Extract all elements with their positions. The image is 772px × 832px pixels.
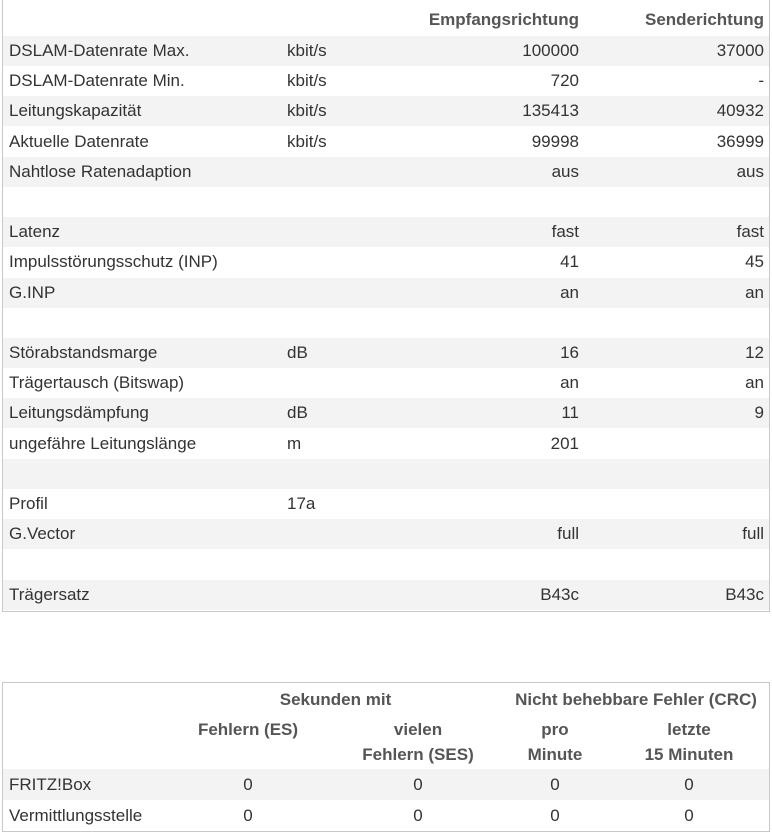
row-downstream-value: fast (551, 222, 579, 242)
dsl-info-table (2, 0, 770, 612)
error-value-es: 0 (243, 775, 253, 794)
row-unit: 17a (287, 494, 316, 513)
error-table (2, 682, 770, 832)
error-value-ses: 0 (413, 806, 423, 825)
error-row-label: FRITZ!Box (9, 775, 92, 794)
dsl-table-row (3, 217, 769, 247)
row-label: Leitungskapazität (9, 101, 142, 121)
row-downstream-value: 16 (560, 343, 579, 362)
error-value-last15: 0 (684, 806, 694, 825)
row-upstream-value: an (745, 373, 764, 393)
dsl-table-row (3, 368, 769, 398)
row-label: Impulsstörungsschutz (INP) (9, 252, 218, 272)
row-upstream-value: aus (736, 161, 764, 181)
header-downstream: Empfangsrichtung (428, 10, 579, 29)
row-downstream-value: 11 (561, 403, 579, 423)
row-label: Trägertausch (Bitswap) (9, 373, 185, 393)
row-upstream-value: fast (736, 222, 764, 242)
row-upstream-value: 45 (745, 252, 764, 272)
dsl-table-row (3, 580, 769, 610)
row-label: Nahtlose Ratenadaption (9, 161, 192, 181)
row-upstream-value: 9 (754, 403, 764, 423)
error-value-ses: 0 (413, 775, 423, 794)
row-downstream-value: 720 (550, 71, 579, 91)
col-ses-header-line1: vielen (393, 720, 443, 739)
error-table-row (3, 800, 769, 831)
row-downstream-value: B43c (540, 584, 579, 604)
header-upstream: Senderichtung (644, 10, 764, 29)
dsl-table-row (3, 157, 769, 187)
dsl-table-row (3, 549, 769, 579)
row-unit: kbit/s (287, 41, 327, 60)
group-crc-header: Nicht behebbare Fehler (CRC) (515, 690, 757, 709)
row-downstream-value: an (560, 282, 579, 302)
dsl-table-row (3, 489, 769, 519)
row-upstream-value: B43c (725, 584, 764, 604)
row-unit: kbit/s (287, 101, 327, 121)
dsl-table-row (3, 429, 769, 459)
row-upstream-value: 37000 (716, 41, 764, 60)
row-upstream-value: an (745, 282, 764, 302)
row-label: G.INP (9, 282, 56, 302)
col-ses-header-line2: Fehlern (SES) (362, 745, 474, 764)
row-label: DSLAM-Datenrate Min. (9, 71, 185, 91)
row-downstream-value: full (557, 524, 579, 544)
error-table-row (3, 769, 769, 800)
col-last15-header-line1: letzte (667, 720, 711, 739)
row-label: Profil (9, 494, 48, 513)
row-label: Latenz (9, 222, 61, 242)
row-downstream-value: an (560, 373, 579, 393)
dsl-table-row (3, 338, 769, 368)
dsl-table-row (3, 96, 769, 126)
dsl-table-row (3, 459, 769, 489)
dsl-table-row (3, 187, 769, 217)
row-downstream-value: 100000 (522, 41, 579, 60)
row-downstream-value: 41 (560, 252, 579, 272)
row-upstream-value: 12 (745, 343, 764, 362)
dsl-table-row (3, 66, 769, 96)
group-seconds-header: Sekunden mit (279, 690, 392, 709)
row-label: Störabstandsmarge (9, 343, 158, 362)
dsl-table-header (3, 5, 769, 35)
row-label: Aktuelle Datenrate (9, 131, 149, 151)
row-unit: dB (287, 343, 308, 362)
error-row-label: Vermittlungsstelle (9, 806, 143, 825)
dsl-table-row (3, 247, 769, 277)
row-label: G.Vector (9, 524, 76, 544)
dsl-table-row (3, 308, 769, 338)
dsl-table-row (3, 278, 769, 308)
row-unit: m (287, 433, 302, 453)
dsl-table-row (3, 36, 769, 66)
row-label: Trägersatz (9, 584, 90, 604)
row-upstream-value: 40932 (716, 101, 764, 121)
error-value-per-min: 0 (550, 775, 560, 794)
error-value-es: 0 (243, 806, 253, 825)
row-upstream-value: 36999 (716, 131, 764, 151)
row-unit: kbit/s (287, 131, 327, 151)
col-per-minute-header-line1: pro (541, 720, 569, 739)
row-label: ungefähre Leitungslänge (9, 433, 197, 453)
dsl-table-row (3, 519, 769, 549)
row-downstream-value: aus (551, 161, 579, 181)
error-value-last15: 0 (684, 775, 694, 794)
col-es-header: Fehlern (ES) (197, 720, 299, 739)
row-label: Leitungsdämpfung (9, 403, 149, 423)
row-label: DSLAM-Datenrate Max. (9, 41, 190, 60)
row-downstream-value: 201 (550, 433, 579, 453)
col-per-minute-header-line2: Minute (527, 745, 583, 764)
col-last15-header-line2: 15 Minuten (644, 745, 734, 764)
dsl-table-row (3, 127, 769, 157)
row-unit: dB (287, 403, 308, 423)
row-upstream-value: - (758, 71, 764, 91)
row-upstream-value: full (742, 524, 764, 544)
row-downstream-value: 99998 (531, 131, 579, 151)
row-downstream-value: 135413 (522, 101, 579, 121)
dsl-table-row (3, 398, 769, 428)
error-value-per-min: 0 (550, 806, 560, 825)
row-unit: kbit/s (287, 71, 327, 91)
